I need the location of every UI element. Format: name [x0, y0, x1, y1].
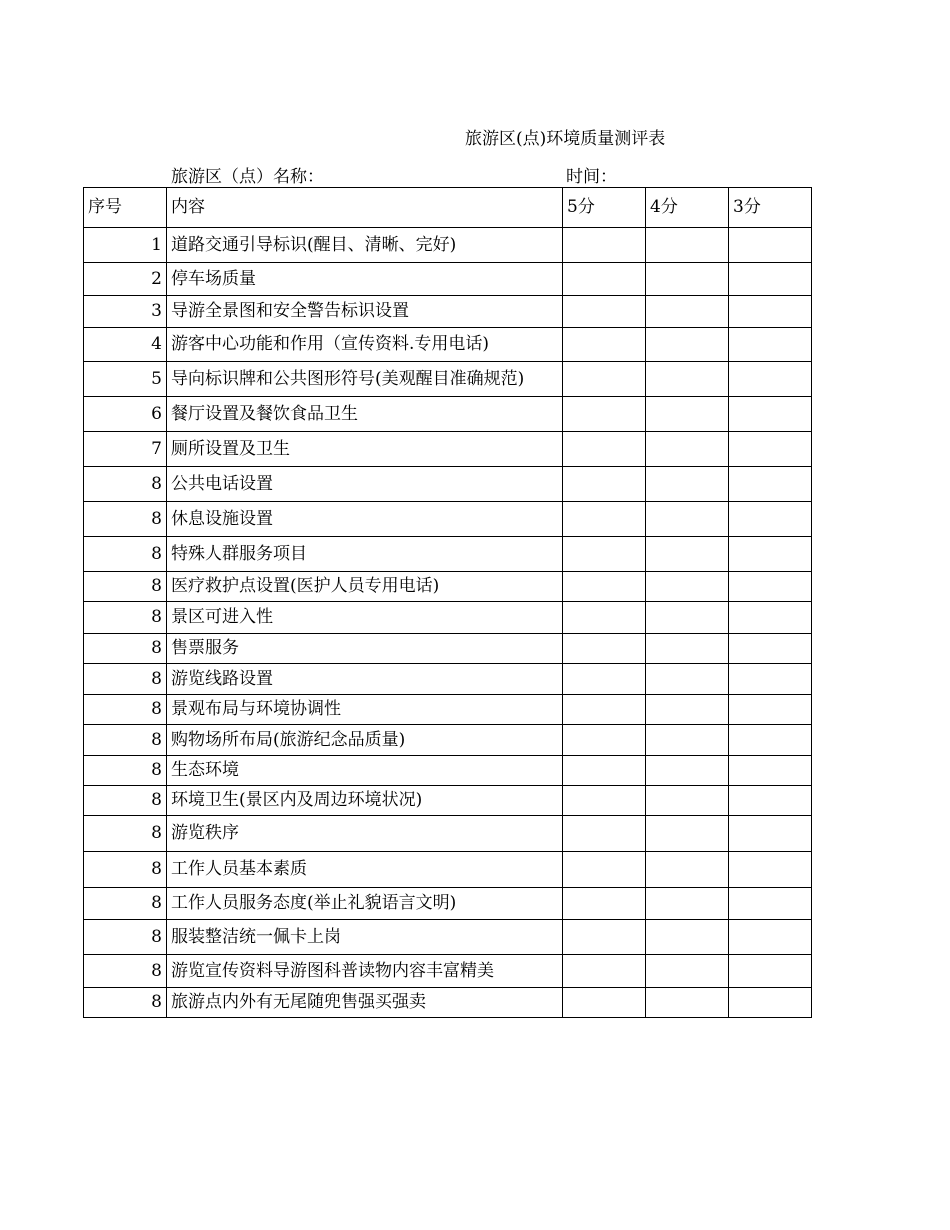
row-content: 休息设施设置	[167, 502, 563, 537]
table-row	[84, 955, 812, 988]
score-4-cell[interactable]	[646, 502, 729, 537]
score-5-cell[interactable]	[563, 362, 646, 397]
row-content: 购物场所布局(旅游纪念品质量)	[167, 725, 563, 756]
page-title: 旅游区(点)环境质量测评表	[465, 129, 666, 149]
row-number: 8	[84, 664, 167, 695]
row-content: 游览线路设置	[167, 664, 563, 695]
score-3-cell[interactable]	[729, 920, 812, 955]
table-row	[84, 296, 812, 328]
score-4-cell[interactable]	[646, 695, 729, 725]
table-row	[84, 602, 812, 634]
row-number: 8	[84, 852, 167, 888]
score-5-cell[interactable]	[563, 888, 646, 920]
table-row	[84, 362, 812, 397]
score-4-cell[interactable]	[646, 263, 729, 296]
row-content: 道路交通引导标识(醒目、清晰、完好)	[167, 228, 563, 263]
score-5-cell[interactable]	[563, 786, 646, 816]
score-5-cell[interactable]	[563, 537, 646, 572]
score-4-cell[interactable]	[646, 397, 729, 432]
row-number: 1	[84, 228, 167, 263]
score-3-cell[interactable]	[729, 572, 812, 602]
table-row	[84, 756, 812, 786]
table-row	[84, 920, 812, 955]
row-content: 生态环境	[167, 756, 563, 786]
row-number: 8	[84, 988, 167, 1018]
header-score-4: 4分	[646, 188, 729, 228]
score-3-cell[interactable]	[729, 756, 812, 786]
row-number: 8	[84, 634, 167, 664]
score-3-cell[interactable]	[729, 263, 812, 296]
score-3-cell[interactable]	[729, 634, 812, 664]
table-row	[84, 228, 812, 263]
row-content: 工作人员基本素质	[167, 852, 563, 888]
row-content: 停车场质量	[167, 263, 563, 296]
score-4-cell[interactable]	[646, 988, 729, 1018]
score-5-cell[interactable]	[563, 572, 646, 602]
score-4-cell[interactable]	[646, 888, 729, 920]
row-content: 景区可进入性	[167, 602, 563, 634]
row-number: 8	[84, 572, 167, 602]
row-number: 8	[84, 695, 167, 725]
table-row	[84, 502, 812, 537]
score-3-cell[interactable]	[729, 988, 812, 1018]
score-3-cell[interactable]	[729, 362, 812, 397]
score-4-cell[interactable]	[646, 602, 729, 634]
score-3-cell[interactable]	[729, 397, 812, 432]
row-content: 景观布局与环境协调性	[167, 695, 563, 725]
score-3-cell[interactable]	[729, 955, 812, 988]
table-row	[84, 695, 812, 725]
row-number: 8	[84, 786, 167, 816]
row-content: 公共电话设置	[167, 467, 563, 502]
score-4-cell[interactable]	[646, 537, 729, 572]
score-4-cell[interactable]	[646, 432, 729, 467]
score-5-cell[interactable]	[563, 756, 646, 786]
row-content: 环境卫生(景区内及周边环境状况)	[167, 786, 563, 816]
table-header-row	[84, 188, 812, 228]
score-4-cell[interactable]	[646, 852, 729, 888]
score-3-cell[interactable]	[729, 786, 812, 816]
table-row	[84, 725, 812, 756]
score-5-cell[interactable]	[563, 602, 646, 634]
row-content: 游览秩序	[167, 816, 563, 852]
score-5-cell[interactable]	[563, 467, 646, 502]
score-4-cell[interactable]	[646, 664, 729, 695]
row-number: 8	[84, 537, 167, 572]
score-5-cell[interactable]	[563, 920, 646, 955]
score-4-cell[interactable]	[646, 816, 729, 852]
score-4-cell[interactable]	[646, 572, 729, 602]
score-5-cell[interactable]	[563, 328, 646, 362]
row-number: 8	[84, 502, 167, 537]
row-content: 医疗救护点设置(医护人员专用电话)	[167, 572, 563, 602]
score-4-cell[interactable]	[646, 362, 729, 397]
score-5-cell[interactable]	[563, 955, 646, 988]
score-4-cell[interactable]	[646, 786, 729, 816]
score-3-cell[interactable]	[729, 725, 812, 756]
header-content: 内容	[167, 188, 563, 228]
table-row	[84, 467, 812, 502]
row-content: 餐厅设置及餐饮食品卫生	[167, 397, 563, 432]
score-3-cell[interactable]	[729, 852, 812, 888]
row-content: 游客中心功能和作用（宣传资料.专用电话)	[167, 328, 563, 362]
score-3-cell[interactable]	[729, 328, 812, 362]
table-row	[84, 988, 812, 1018]
header-score-3: 3分	[729, 188, 812, 228]
score-5-cell[interactable]	[563, 634, 646, 664]
score-3-cell[interactable]	[729, 602, 812, 634]
table-row	[84, 397, 812, 432]
scenic-name-label: 旅游区（点）名称：	[171, 167, 324, 187]
score-4-cell[interactable]	[646, 756, 729, 786]
row-number: 8	[84, 467, 167, 502]
table-row	[84, 432, 812, 467]
row-number: 8	[84, 756, 167, 786]
score-3-cell[interactable]	[729, 432, 812, 467]
score-5-cell[interactable]	[563, 296, 646, 328]
score-3-cell[interactable]	[729, 467, 812, 502]
table-row	[84, 816, 812, 852]
row-content: 服装整洁统一佩卡上岗	[167, 920, 563, 955]
table-row	[84, 634, 812, 664]
row-content: 特殊人群服务项目	[167, 537, 563, 572]
score-5-cell[interactable]	[563, 695, 646, 725]
evaluation-table	[83, 187, 812, 1018]
table-row	[84, 328, 812, 362]
table-row	[84, 572, 812, 602]
score-3-cell[interactable]	[729, 695, 812, 725]
score-4-cell[interactable]	[646, 467, 729, 502]
table-row	[84, 664, 812, 695]
score-5-cell[interactable]	[563, 228, 646, 263]
score-4-cell[interactable]	[646, 634, 729, 664]
row-number: 7	[84, 432, 167, 467]
score-3-cell[interactable]	[729, 888, 812, 920]
row-number: 8	[84, 955, 167, 988]
row-number: 8	[84, 602, 167, 634]
row-content: 工作人员服务态度(举止礼貌语言文明)	[167, 888, 563, 920]
score-3-cell[interactable]	[729, 816, 812, 852]
score-5-cell[interactable]	[563, 852, 646, 888]
score-4-cell[interactable]	[646, 296, 729, 328]
score-5-cell[interactable]	[563, 816, 646, 852]
score-4-cell[interactable]	[646, 725, 729, 756]
score-5-cell[interactable]	[563, 263, 646, 296]
row-content: 旅游点内外有无尾随兜售强买强卖	[167, 988, 563, 1018]
table-row	[84, 786, 812, 816]
row-content: 厕所设置及卫生	[167, 432, 563, 467]
score-4-cell[interactable]	[646, 228, 729, 263]
row-number: 2	[84, 263, 167, 296]
row-content: 导向标识牌和公共图形符号(美观醒目准确规范)	[167, 362, 563, 397]
time-label: 时间：	[566, 167, 617, 187]
score-4-cell[interactable]	[646, 955, 729, 988]
table-row	[84, 888, 812, 920]
row-number: 5	[84, 362, 167, 397]
row-content: 售票服务	[167, 634, 563, 664]
score-3-cell[interactable]	[729, 228, 812, 263]
row-number: 8	[84, 920, 167, 955]
table-row	[84, 852, 812, 888]
header-no: 序号	[84, 188, 167, 228]
score-3-cell[interactable]	[729, 502, 812, 537]
score-5-cell[interactable]	[563, 725, 646, 756]
row-number: 6	[84, 397, 167, 432]
row-content: 游览宣传资料导游图科普读物内容丰富精美	[167, 955, 563, 988]
score-5-cell[interactable]	[563, 988, 646, 1018]
score-3-cell[interactable]	[729, 537, 812, 572]
score-3-cell[interactable]	[729, 664, 812, 695]
score-5-cell[interactable]	[563, 432, 646, 467]
table-row	[84, 537, 812, 572]
row-number: 8	[84, 725, 167, 756]
score-5-cell[interactable]	[563, 397, 646, 432]
score-4-cell[interactable]	[646, 328, 729, 362]
header-score-5: 5分	[563, 188, 646, 228]
row-number: 8	[84, 816, 167, 852]
row-number: 4	[84, 328, 167, 362]
row-content: 导游全景图和安全警告标识设置	[167, 296, 563, 328]
score-3-cell[interactable]	[729, 296, 812, 328]
row-number: 3	[84, 296, 167, 328]
row-number: 8	[84, 888, 167, 920]
score-5-cell[interactable]	[563, 664, 646, 695]
table-row	[84, 263, 812, 296]
score-4-cell[interactable]	[646, 920, 729, 955]
score-5-cell[interactable]	[563, 502, 646, 537]
